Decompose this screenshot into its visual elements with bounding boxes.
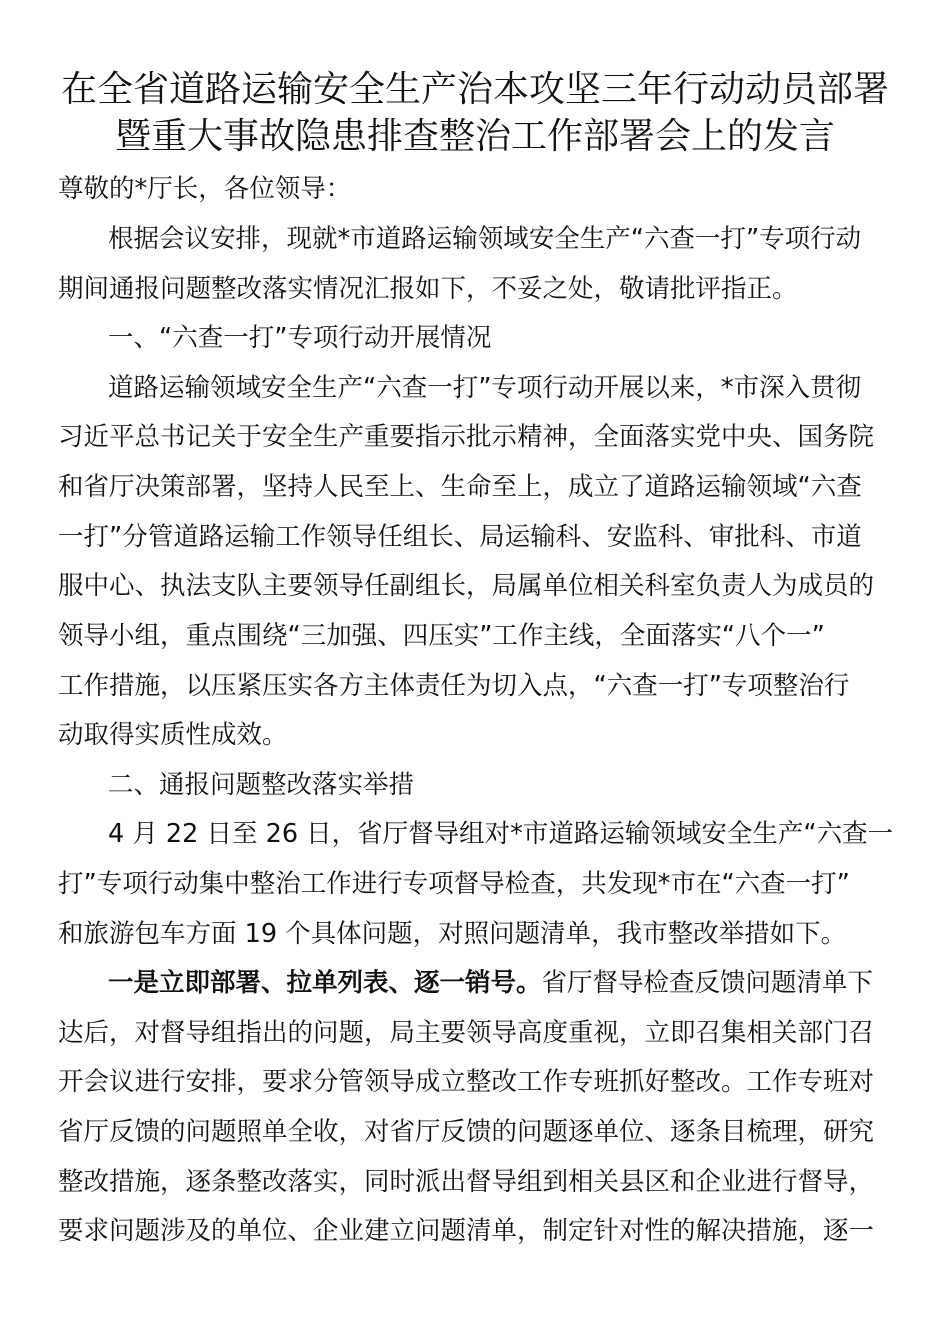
document-title-line-1: 在全省道路运输安全生产治本攻坚三年行动动员部署 bbox=[60, 69, 889, 110]
paragraph-line: 要求问题涉及的单位、企业建立问题清单，制定针对性的解决措施，逐一 bbox=[58, 1216, 875, 1246]
paragraph-line: 整改措施，逐条整改落实，同时派出督导组到相关县区和企业进行督导， bbox=[58, 1167, 875, 1197]
section-heading-1: 一、“六查一打”专项行动开展情况 bbox=[108, 323, 492, 353]
bold-lead-phrase: 一是立即部署、拉单列表、逐一销号。 bbox=[108, 968, 542, 998]
paragraph-line: 动取得实质性成效。 bbox=[58, 720, 288, 750]
paragraph-line: 期间通报问题整改落实情况汇报如下，不妥之处，敬请批评指正。 bbox=[58, 274, 798, 304]
paragraph-line: 和省厅决策部署，坚持人民至上、生命至上，成立了道路运输领域“六查 bbox=[58, 472, 862, 502]
paragraph-line: 开会议进行安排，要求分管领导成立整改工作专班抓好整改。工作专班对 bbox=[58, 1067, 875, 1097]
paragraph-line-with-lead bbox=[108, 958, 946, 1008]
paragraph-line: 达后，对督导组指出的问题，局主要领导高度重视，立即召集相关部门召 bbox=[58, 1018, 875, 1048]
paragraph-line: 和旅游包车方面 19 个具体问题，对照问题清单，我市整改举措如下。 bbox=[58, 919, 847, 949]
paragraph-line: 服中心、执法支队主要领导任副组长，局属单位相关科室负责人为成员的 bbox=[58, 571, 875, 601]
paragraph-line: 习近平总书记关于安全生产重要指示批示精神，全面落实党中央、国务院 bbox=[58, 422, 875, 452]
paragraph-line: 道路运输领域安全生产“六查一打”专项行动开展以来，*市深入贯彻 bbox=[108, 373, 862, 403]
paragraph-line: 打”专项行动集中整治工作进行专项督导检查，共发现*市在“六查一打” bbox=[58, 869, 850, 899]
paragraph-line: 领导小组，重点围绕“三加强、四压实”工作主线，全面落实“八个一” bbox=[58, 621, 825, 651]
paragraph-line: 根据会议安排，现就*市道路运输领域安全生产“六查一打”专项行动 bbox=[108, 224, 862, 254]
paragraph-line: 4 月 22 日至 26 日，省厅督导组对*市道路运输领域安全生产“六查一 bbox=[108, 819, 894, 849]
paragraph-line: 省厅反馈的问题照单全收，对省厅反馈的问题逐单位、逐条目梳理，研究 bbox=[58, 1117, 875, 1147]
paragraph-text: 省厅督导检查反馈问题清单下 bbox=[541, 968, 874, 998]
section-heading-2: 二、通报问题整改落实举措 bbox=[108, 770, 415, 800]
salutation: 尊敬的*厅长，各位领导： bbox=[58, 174, 352, 204]
paragraph-line: 工作措施，以压紧压实各方主体责任为切入点，“六查一打”专项整治行 bbox=[58, 671, 850, 701]
paragraph-line: 一打”分管道路运输工作领导任组长、局运输科、安监科、审批科、市道 bbox=[58, 522, 862, 552]
document-title-line-2: 暨重大事故隐患排查整治工作部署会上的发言 bbox=[114, 116, 835, 157]
